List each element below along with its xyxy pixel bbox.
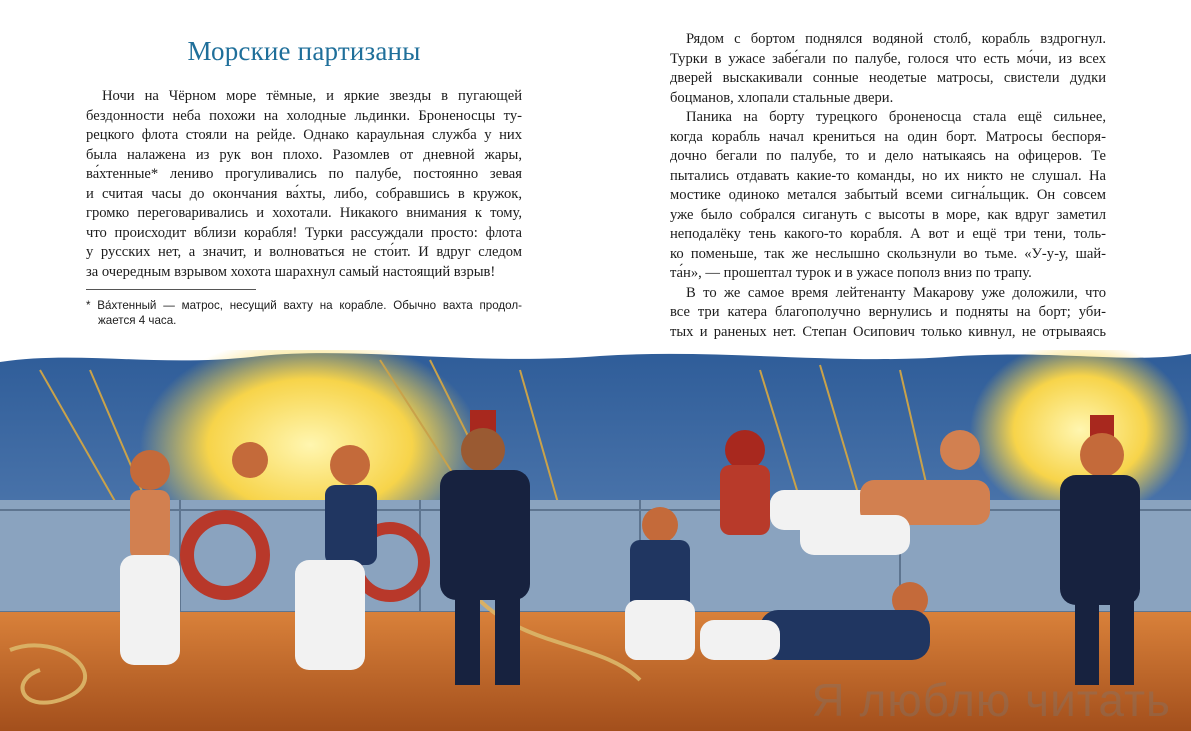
text-line: Ночи на Чёрном море тёмные, и яркие звезды в пугающей — [102, 88, 522, 104]
page-title: Морские партизаны — [187, 36, 421, 66]
footnote-divider — [86, 289, 256, 290]
text-line: дверей выскакивали сонные неодетые матросы, свистели дудки — [670, 70, 1106, 86]
text-line: В то же самое время лейтенанту Макарову уже доложили, что — [686, 284, 1106, 301]
right-text-column — [670, 30, 1106, 342]
text-line: неподалёку тень какого-то корабля. А вот и ещё три тени, толь- — [670, 226, 1106, 242]
text-line: Рядом с бортом поднялся водяной столб, корабль вздрогнул. — [686, 31, 1106, 47]
left-text-column — [86, 87, 522, 282]
text-line: громко переговаривались и хохотали. Никакого внимания к тому, — [86, 205, 522, 221]
text-line: была налажена из рук вон плохо. Разомлев от дневной жары, — [86, 146, 522, 163]
footnote-line: * Ва́хтенный — матрос, несущий вахту на корабле. Обычно вахта продол- — [86, 299, 522, 312]
text-line: рецкого флота стояли на рейде. Однако караульная служба у них — [86, 127, 522, 143]
text-line: что происходит вблизи корабля! Турки рассуждали просто: флота — [86, 224, 522, 241]
text-line: уже было собрался сигануть с высоты в море, как вдруг заметил — [670, 206, 1106, 223]
text-line: дочно бегали по палубе, то и дело натыкаясь на офицеров. Те — [670, 148, 1106, 164]
text-line: тых и раненых нет. Степан Осипович только кивнул, не отрываясь — [670, 323, 1106, 340]
footnote — [86, 298, 522, 328]
sailor-figure — [232, 442, 268, 478]
text-line: и считая часы до окончания ва́хты, либо, собравшись в кружок, — [86, 185, 522, 202]
text-line: мостике одиноко метался забытый всеми сигна́льщик. Он совсем — [670, 187, 1106, 203]
text-line: боцманов, хлопали стальные двери. — [670, 89, 894, 106]
text-line: за очередным взрывом хохота шарахнул самый настоящий взрыв! — [86, 263, 496, 280]
text-line: когда корабль начал крениться на один борт. Матросы беспоря- — [670, 128, 1106, 145]
text-line: та́н», — прошептал турок и в ужасе пополз вниз по трапу. — [670, 265, 1032, 281]
text-line: ко поменьше, так же неслышно скользнули во тьме. «У-у-у, шай- — [670, 245, 1106, 262]
text-line: бездонности неба похожи на холодные льдинки. Броненосцы ту- — [86, 107, 522, 124]
footnote-line: жается 4 часа. — [98, 314, 177, 327]
watermark: Я люблю читать — [811, 674, 1171, 726]
text-line: Турки в ужасе забе́гали по палубе, голося что есть мо́чи, из всех — [670, 50, 1106, 67]
text-line: Паника на борту турецкого броненосца стала ещё сильнее, — [686, 109, 1106, 125]
text-line: все три катера благополучно вернулись и подняты на борт; уби- — [670, 304, 1106, 320]
text-line: ва́хтенные* лениво прогуливались по палубе, постоянно зевая — [86, 166, 522, 182]
text-line: у русских нет, а значит, и волноваться не сто́ит. И вдруг следом — [86, 244, 522, 260]
text-line: пытались отдавать какие-то команды, но их никто не слушал. На — [670, 167, 1106, 184]
